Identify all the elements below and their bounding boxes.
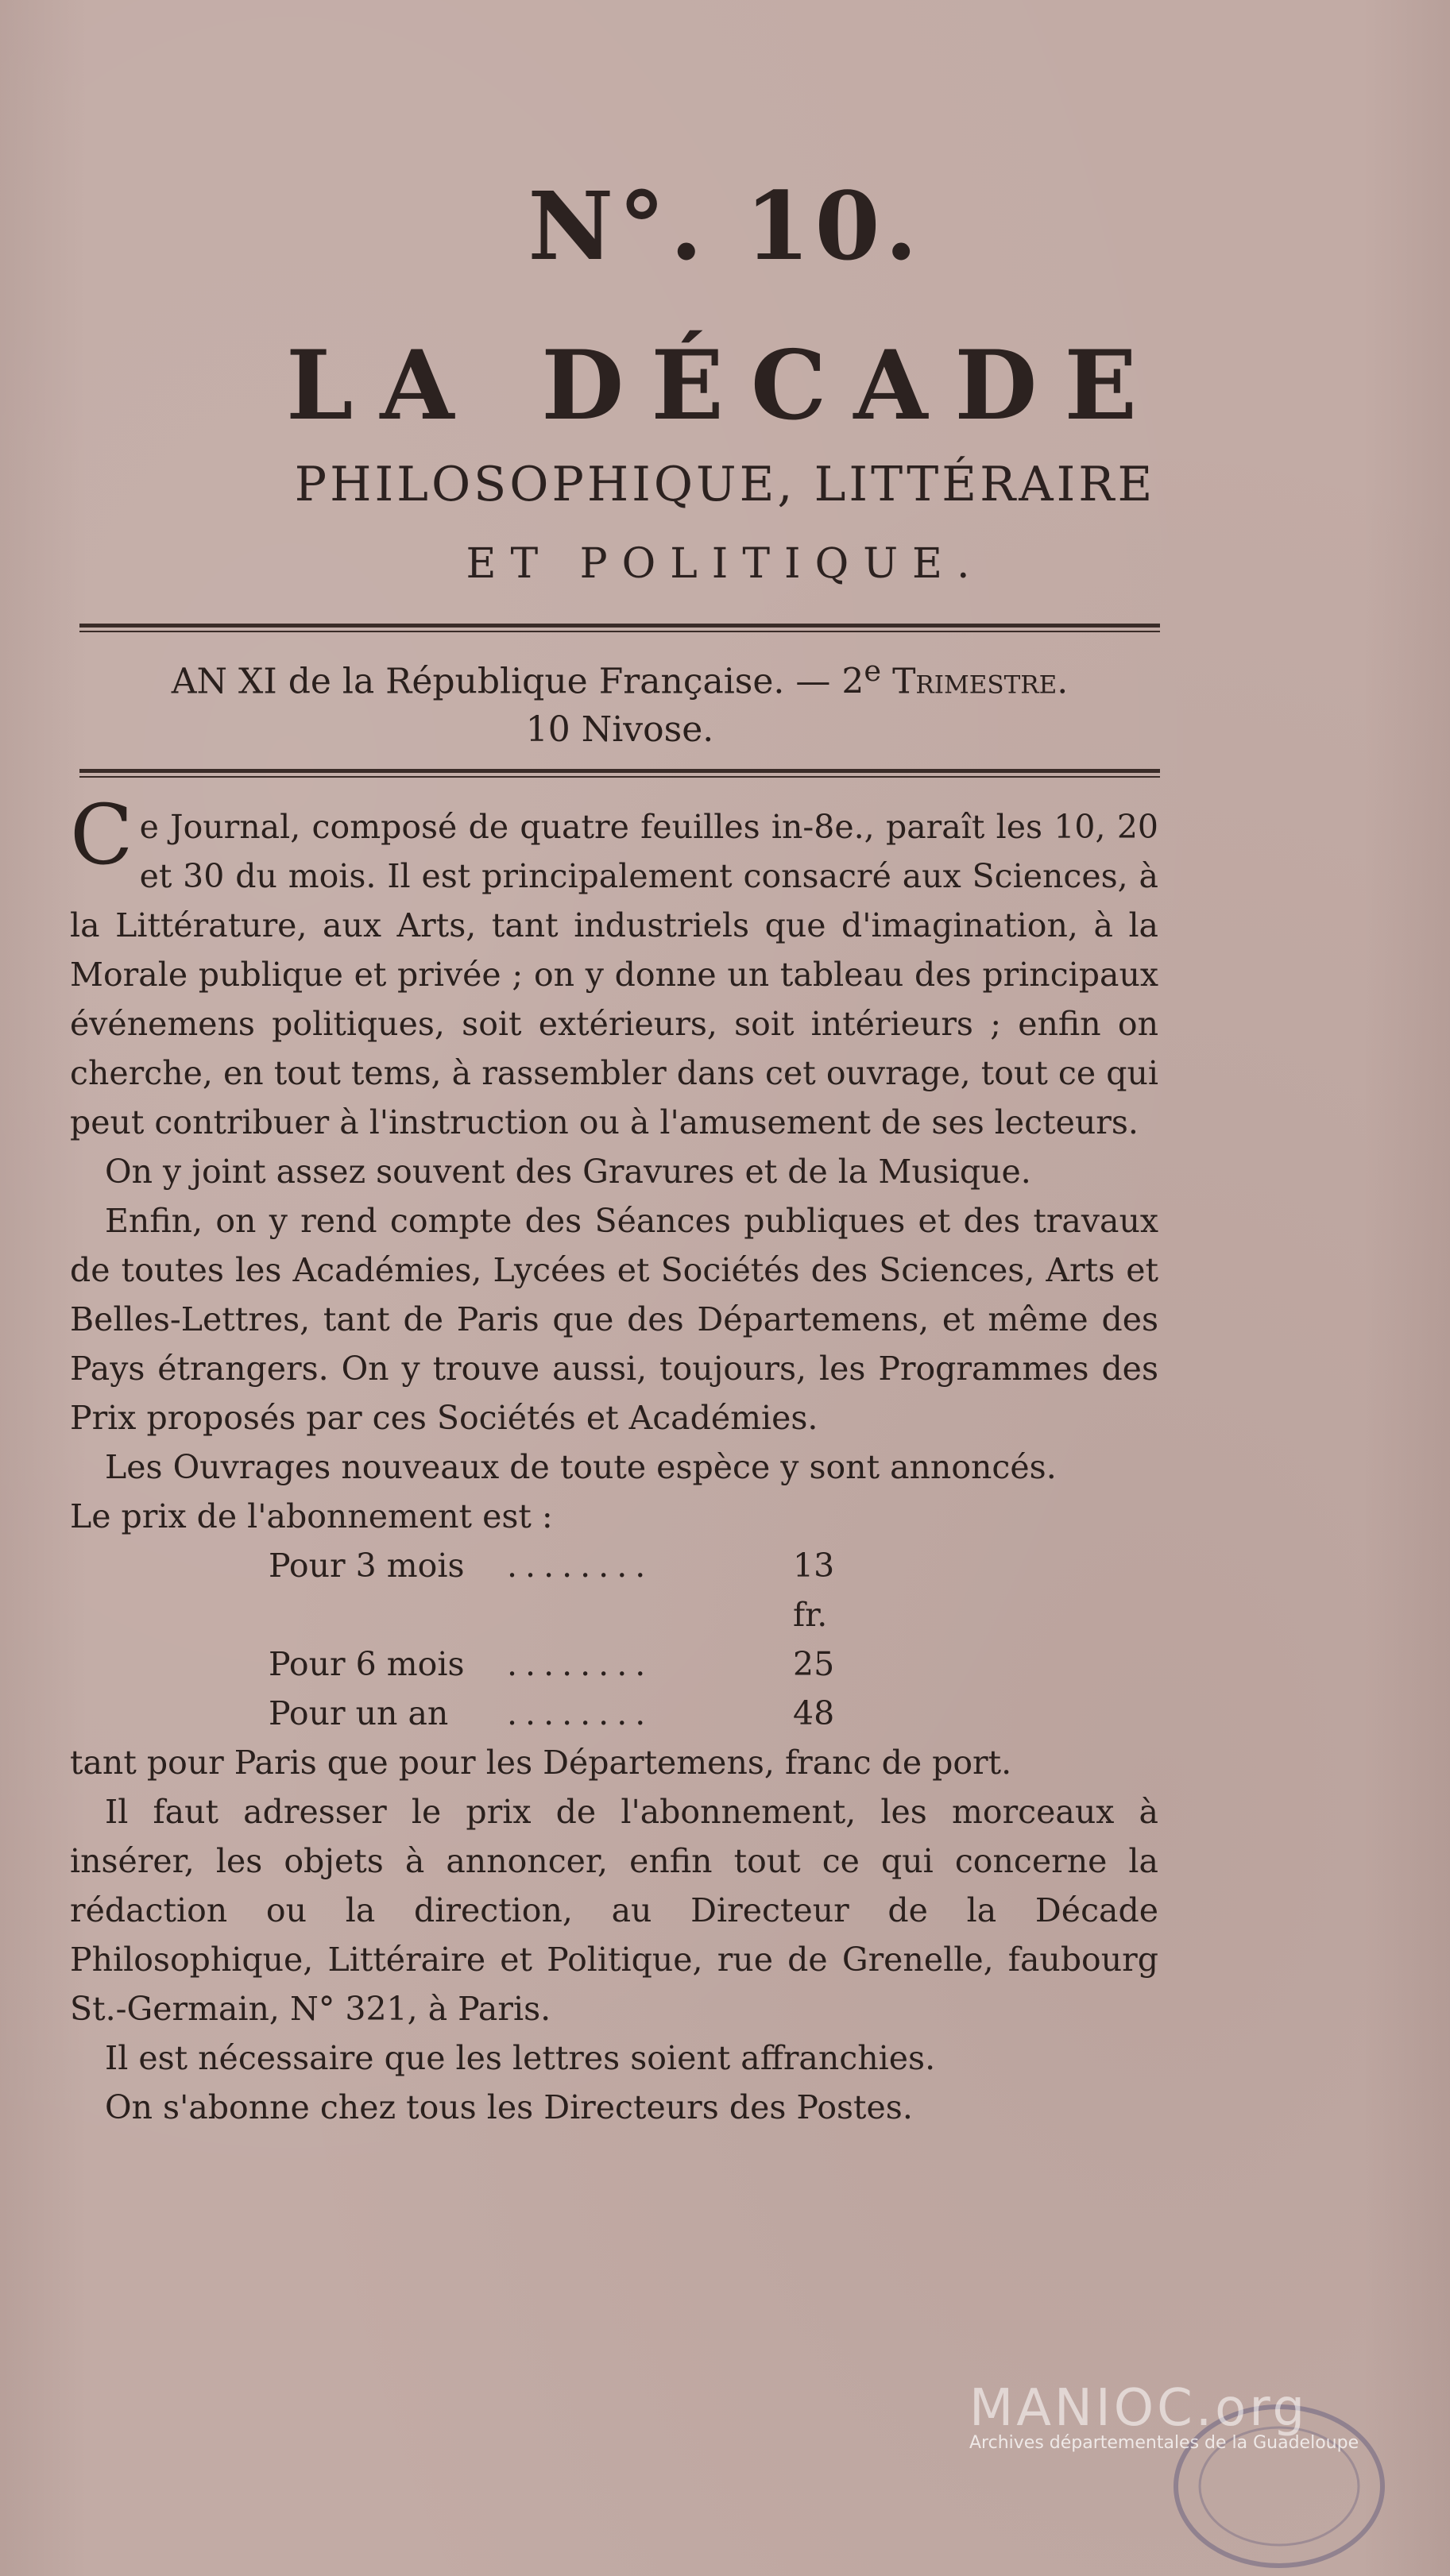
price-row: Pour 3 mois ........ 13 fr. xyxy=(269,1547,835,1634)
price-row: Pour 6 mois ........ 25 xyxy=(269,1645,835,1683)
notice-paragraph-7: On s'abonne chez tous les Directeurs des Postes. xyxy=(105,2088,913,2126)
notice-paragraph-3: Enfin, on y rend compte des Séances publiques et des travaux de toutes les Académies, Lycées et Sociétés des Sciences, Arts et Belles-Lettres, tant de Paris que des Départemens, et même des Pays étrangers. On y trouve aussi, toujours, les Programmes des Prix proposés par ces Sociétés et Académies. xyxy=(70,1202,1158,1437)
double-rule-bottom xyxy=(79,769,1160,778)
price-label: Le prix de l'abonnement est : xyxy=(70,1497,553,1535)
notice-paragraph-4: Les Ouvrages nouveaux de toute espèce y sont annoncés. xyxy=(105,1448,1057,1486)
notice-paragraph-6: Il est nécessaire que les lettres soient affranchies. xyxy=(105,2039,936,2077)
double-rule-top xyxy=(79,624,1160,632)
manioc-caption: Archives départementales de la Guadeloupe xyxy=(969,2433,1359,2453)
notice-paragraph-2: On y joint assez souvent des Gravures et de la Musique. xyxy=(105,1153,1031,1191)
journal-subtitle: PHILOSOPHIQUE, LITTÉRAIRE xyxy=(294,457,1156,512)
notice-body xyxy=(70,786,1158,2132)
manioc-logo: MANIOC.org xyxy=(969,2379,1309,2438)
price-note: tant pour Paris que pour les Départemens, franc de port. xyxy=(70,1744,1012,1782)
price-table xyxy=(269,1541,1158,1738)
journal-subtitle-line2: ET POLITIQUE. xyxy=(466,540,984,588)
notice-paragraph-1: Ce Journal, composé de quatre feuilles in-8e., paraît les 10, 20 et 30 du mois. Il est principalement consacré aux Sciences, à la Littérature, aux Arts, tant industriels que d'imagination, à la Morale publique et privée ; on y donne un tableau des principaux événemens politiques, soit extérieurs, soit intérieurs ; enfin on cherche, en tout tems, à rassembler dans cet ouvrage, tout ce qui peut contribuer à l'instruction ou à l'amusement de ses lecteurs. xyxy=(70,786,1158,1141)
journal-title: LA DÉCADE xyxy=(286,330,1164,442)
drop-cap: C xyxy=(70,786,133,883)
dateline xyxy=(79,647,1160,754)
dateline-line1: AN XI de la République Française. — 2e Trimestre. xyxy=(171,654,1069,702)
manioc-watermark xyxy=(969,2379,1414,2453)
dateline-line2: 10 Nivose. xyxy=(525,709,714,750)
price-row: Pour un an ........ 48 xyxy=(269,1694,835,1732)
notice-paragraph-5: Il faut adresser le prix de l'abonnement, les morceaux à insérer, les objets à annoncer, enfin tout ce qui concerne la rédaction ou la direction, au Directeur de la Décade Philosophique, Littéraire et Politique, rue de Grenelle, faubourg St.-Germain, N° 321, à Paris. xyxy=(70,1793,1158,2028)
issue-number: N°. 10. xyxy=(528,171,922,281)
